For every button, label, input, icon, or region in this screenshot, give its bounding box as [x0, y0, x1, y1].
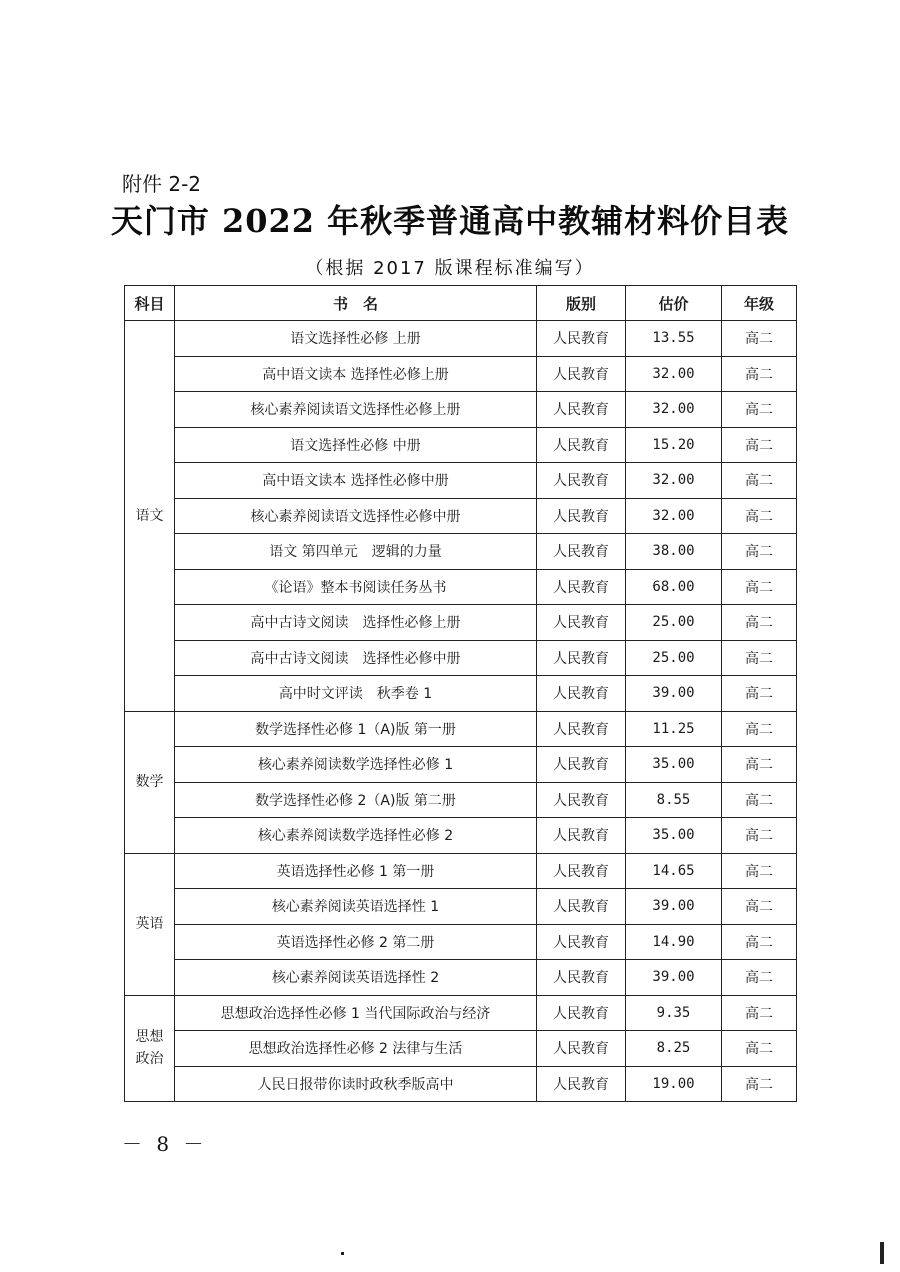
publisher-cell: 人民教育 [537, 960, 626, 996]
publisher-cell: 人民教育 [537, 711, 626, 747]
publisher-cell: 人民教育 [537, 640, 626, 676]
grade-cell: 高二 [722, 605, 797, 641]
price-cell: 68.00 [626, 569, 722, 605]
table-row [125, 853, 797, 889]
table-row [125, 676, 797, 712]
grade-cell: 高二 [722, 995, 797, 1031]
book-name-cell: 数学选择性必修 2（A)版 第二册 [175, 782, 537, 818]
publisher-cell: 人民教育 [537, 818, 626, 854]
header-subject: 科目 [125, 286, 175, 321]
table-row [125, 534, 797, 570]
table-row [125, 605, 797, 641]
price-cell: 39.00 [626, 889, 722, 925]
publisher-cell: 人民教育 [537, 392, 626, 428]
book-name-cell: 思想政治选择性必修 1 当代国际政治与经济 [175, 995, 537, 1031]
book-name-cell: 《论语》整本书阅读任务丛书 [175, 569, 537, 605]
table-row [125, 960, 797, 996]
table-body [125, 321, 797, 1102]
table-row [125, 889, 797, 925]
price-cell: 35.00 [626, 747, 722, 783]
publisher-cell: 人民教育 [537, 569, 626, 605]
book-name-cell: 数学选择性必修 1（A)版 第一册 [175, 711, 537, 747]
table-row [125, 356, 797, 392]
grade-cell: 高二 [722, 711, 797, 747]
table-row [125, 995, 797, 1031]
publisher-cell: 人民教育 [537, 853, 626, 889]
grade-cell: 高二 [722, 1066, 797, 1102]
price-cell: 32.00 [626, 392, 722, 428]
publisher-cell: 人民教育 [537, 1066, 626, 1102]
book-name-cell: 高中时文评读 秋季卷 1 [175, 676, 537, 712]
book-name-cell: 英语选择性必修 2 第二册 [175, 924, 537, 960]
book-name-cell: 核心素养阅读语文选择性必修上册 [175, 392, 537, 428]
publisher-cell: 人民教育 [537, 782, 626, 818]
page-title: 天门市 2022 年秋季普通高中教辅材料价目表 [110, 202, 790, 240]
table-row [125, 924, 797, 960]
subject-cell: 思想政治 [125, 995, 175, 1102]
grade-cell: 高二 [722, 818, 797, 854]
grade-cell: 高二 [722, 853, 797, 889]
price-cell: 38.00 [626, 534, 722, 570]
publisher-cell: 人民教育 [537, 889, 626, 925]
grade-cell: 高二 [722, 889, 797, 925]
book-name-cell: 核心素养阅读语文选择性必修中册 [175, 498, 537, 534]
price-cell: 15.20 [626, 427, 722, 463]
publisher-cell: 人民教育 [537, 747, 626, 783]
grade-cell: 高二 [722, 1031, 797, 1067]
book-name-cell: 思想政治选择性必修 2 法律与生活 [175, 1031, 537, 1067]
grade-cell: 高二 [722, 676, 797, 712]
grade-cell: 高二 [722, 498, 797, 534]
table-row [125, 569, 797, 605]
publisher-cell: 人民教育 [537, 356, 626, 392]
price-cell: 32.00 [626, 463, 722, 499]
publisher-cell: 人民教育 [537, 1031, 626, 1067]
table-row [125, 427, 797, 463]
book-name-cell: 核心素养阅读数学选择性必修 1 [175, 747, 537, 783]
price-cell: 25.00 [626, 605, 722, 641]
book-name-cell: 核心素养阅读英语选择性 2 [175, 960, 537, 996]
book-name-cell: 核心素养阅读数学选择性必修 2 [175, 818, 537, 854]
price-cell: 32.00 [626, 356, 722, 392]
table-row [125, 463, 797, 499]
publisher-cell: 人民教育 [537, 995, 626, 1031]
grade-cell: 高二 [722, 924, 797, 960]
publisher-cell: 人民教育 [537, 605, 626, 641]
price-cell: 11.25 [626, 711, 722, 747]
grade-cell: 高二 [722, 569, 797, 605]
page-subtitle: （根据 2017 版课程标准编写） [305, 258, 595, 279]
grade-cell: 高二 [722, 960, 797, 996]
header-price: 估价 [626, 286, 722, 321]
book-name-cell: 语文 第四单元 逻辑的力量 [175, 534, 537, 570]
publisher-cell: 人民教育 [537, 321, 626, 357]
price-cell: 35.00 [626, 818, 722, 854]
book-name-cell: 语文选择性必修 上册 [175, 321, 537, 357]
grade-cell: 高二 [722, 747, 797, 783]
publisher-cell: 人民教育 [537, 534, 626, 570]
subject-cell: 语文 [125, 321, 175, 712]
price-cell: 8.25 [626, 1031, 722, 1067]
price-cell: 39.00 [626, 960, 722, 996]
table-row [125, 1031, 797, 1067]
header-grade: 年级 [722, 286, 797, 321]
grade-cell: 高二 [722, 463, 797, 499]
publisher-cell: 人民教育 [537, 676, 626, 712]
table-row [125, 321, 797, 357]
publisher-cell: 人民教育 [537, 427, 626, 463]
price-cell: 14.65 [626, 853, 722, 889]
publisher-cell: 人民教育 [537, 498, 626, 534]
header-publisher: 版别 [537, 286, 626, 321]
table-row [125, 818, 797, 854]
grade-cell: 高二 [722, 356, 797, 392]
page-number: － 8 － [122, 1132, 208, 1156]
table-row [125, 782, 797, 818]
attachment-label: 附件 2-2 [122, 172, 202, 196]
subject-cell: 数学 [125, 711, 175, 853]
grade-cell: 高二 [722, 640, 797, 676]
subject-cell: 英语 [125, 853, 175, 995]
book-name-cell: 高中语文读本 选择性必修上册 [175, 356, 537, 392]
price-cell: 25.00 [626, 640, 722, 676]
table-row [125, 747, 797, 783]
book-name-cell: 高中古诗文阅读 选择性必修中册 [175, 640, 537, 676]
table-row [125, 498, 797, 534]
grade-cell: 高二 [722, 782, 797, 818]
book-name-cell: 语文选择性必修 中册 [175, 427, 537, 463]
book-name-cell: 人民日报带你读时政秋季版高中 [175, 1066, 537, 1102]
grade-cell: 高二 [722, 427, 797, 463]
table-row [125, 711, 797, 747]
book-name-cell: 英语选择性必修 1 第一册 [175, 853, 537, 889]
grade-cell: 高二 [722, 321, 797, 357]
price-cell: 32.00 [626, 498, 722, 534]
book-name-cell: 核心素养阅读英语选择性 1 [175, 889, 537, 925]
price-table [124, 285, 797, 1102]
price-cell: 14.90 [626, 924, 722, 960]
publisher-cell: 人民教育 [537, 924, 626, 960]
grade-cell: 高二 [722, 534, 797, 570]
price-cell: 8.55 [626, 782, 722, 818]
table-header-row [125, 286, 797, 321]
grade-cell: 高二 [722, 392, 797, 428]
price-cell: 39.00 [626, 676, 722, 712]
table-row [125, 392, 797, 428]
table-row [125, 640, 797, 676]
scan-mark [341, 1252, 344, 1255]
publisher-cell: 人民教育 [537, 463, 626, 499]
table-row [125, 1066, 797, 1102]
price-cell: 9.35 [626, 995, 722, 1031]
scan-edge-mark [880, 1242, 884, 1264]
price-cell: 13.55 [626, 321, 722, 357]
header-book-name: 书 名 [175, 286, 537, 321]
book-name-cell: 高中语文读本 选择性必修中册 [175, 463, 537, 499]
price-cell: 19.00 [626, 1066, 722, 1102]
book-name-cell: 高中古诗文阅读 选择性必修上册 [175, 605, 537, 641]
